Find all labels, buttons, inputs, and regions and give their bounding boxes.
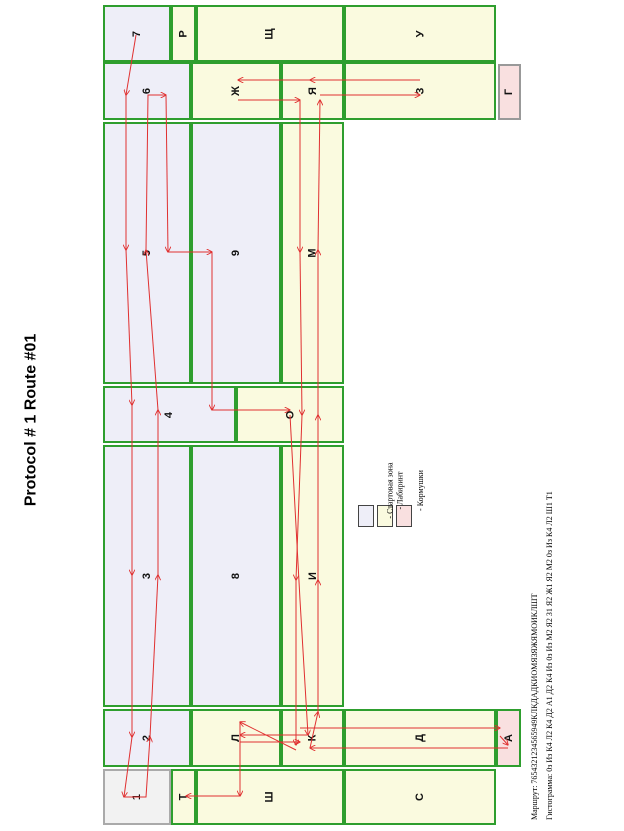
- legend-swatch-start: [358, 505, 374, 527]
- zone-2: [103, 709, 191, 767]
- zone-1-label: 1: [131, 793, 143, 801]
- zone-d: [344, 709, 496, 767]
- zone-ya-label: Я: [306, 87, 319, 95]
- zone-o-label: О: [284, 410, 296, 419]
- zone-l-label: Л: [230, 734, 242, 742]
- zone-6: [103, 62, 191, 120]
- zone-zh: [191, 62, 281, 120]
- legend-labyrinth: [381, 420, 405, 510]
- route-line: [527, 520, 539, 820]
- zone-9-label: 9: [230, 249, 242, 257]
- legend-start-text: - Стартовая зона: [385, 461, 395, 519]
- zone-s-label: С: [413, 793, 426, 801]
- zone-7-label: 7: [131, 30, 143, 37]
- zone-6-label: 6: [141, 87, 153, 95]
- zone-s: [344, 769, 496, 825]
- zone-t-label: Т: [177, 793, 190, 801]
- zone-z-label: З: [414, 87, 426, 95]
- zone-9: [191, 122, 281, 384]
- zone-m: [281, 122, 344, 384]
- zone-g-label: Г: [503, 88, 516, 96]
- zone-a-label: А: [502, 734, 515, 742]
- zone-d-label: Д: [414, 734, 426, 742]
- zone-r-label: Р: [177, 29, 190, 38]
- zone-ya: [281, 62, 344, 120]
- route-line-text: Маршрут: 7654321234565949КЛКДАДКИОМЯЗЯЖЯМОИКЛШТ: [530, 593, 539, 820]
- zone-i-label: И: [306, 572, 319, 580]
- zone-8-label: 8: [230, 572, 242, 580]
- zone-g: [498, 64, 521, 120]
- zone-4-label: 4: [163, 411, 176, 418]
- page-title-text: Protocol # 1 Route #01: [22, 333, 39, 507]
- zone-m-label: М: [306, 248, 319, 258]
- zone-t: [171, 769, 196, 825]
- zone-shch-label: Щ: [264, 27, 276, 40]
- zone-u: [344, 5, 496, 62]
- zone-1: [103, 769, 171, 825]
- zone-o: [236, 386, 344, 443]
- zone-5: [103, 122, 191, 384]
- zone-8: [191, 445, 281, 707]
- zone-a: [496, 709, 521, 767]
- zone-shch: [196, 5, 344, 62]
- zone-3: [103, 445, 191, 707]
- zone-2-label: 2: [141, 734, 153, 742]
- zone-sh-label: Ш: [264, 791, 276, 803]
- legend-start: [362, 420, 395, 519]
- zone-i: [281, 445, 344, 707]
- legend-labyrinth-text: - Лабиринт: [395, 470, 405, 510]
- zone-zh-label: Ж: [229, 86, 242, 96]
- zone-k: [281, 709, 344, 767]
- zone-k-label: К: [306, 734, 319, 742]
- legend-feeder-text: - Кормушки: [415, 469, 425, 511]
- zone-7: [103, 5, 171, 62]
- zone-u-label: У: [414, 30, 426, 37]
- zone-r: [171, 5, 196, 62]
- histogram-line: [542, 491, 554, 820]
- page-title: [16, 220, 46, 620]
- zone-5-label: 5: [141, 249, 153, 257]
- histogram-line-text: Гистограмма: 0з Из К4 Л2 К4 Д2 А1 Д2 К4 Из 0з Из М2 Я2 З1 Я2 Ж1 Я2 М2 0з Из К4 Л2 Ш1 Т1: [545, 491, 554, 820]
- zone-l: [191, 709, 281, 767]
- zone-3-label: 3: [141, 572, 153, 580]
- zone-4: [103, 386, 236, 443]
- zone-z: [344, 62, 496, 120]
- zone-sh: [196, 769, 344, 825]
